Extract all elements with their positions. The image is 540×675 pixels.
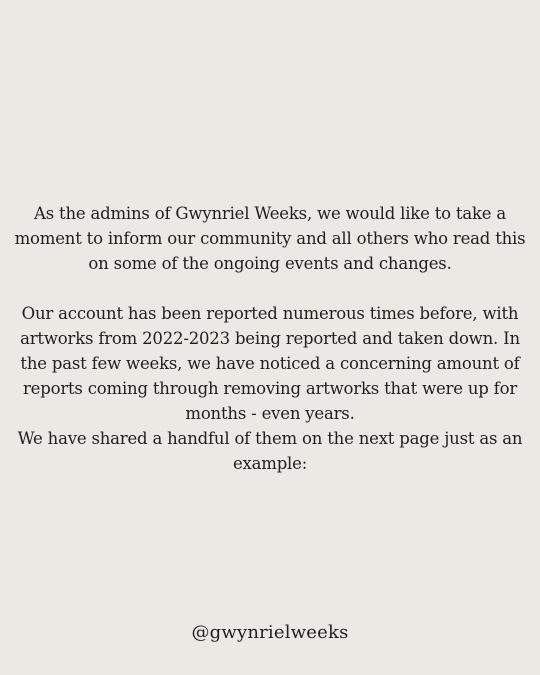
reports-paragraph: Our account has been reported numerous times before, with artworks from 2022-2023 being reported and taken down. In the past few weeks, we have noticed a concerning amount of reports coming through removing artworks that were up for months - even years. xyxy=(20,304,520,423)
account-handle: @gwynrielweeks xyxy=(191,622,349,643)
intro-paragraph: As the admins of Gwynriel Weeks, we would like to take a moment to inform our community and all others who read this on some of the ongoing events and changes. xyxy=(14,204,526,273)
examples-paragraph: We have shared a handful of them on the next page just as an example: xyxy=(17,429,523,473)
announcement-body xyxy=(8,201,532,476)
paragraph-spacer xyxy=(8,276,532,301)
